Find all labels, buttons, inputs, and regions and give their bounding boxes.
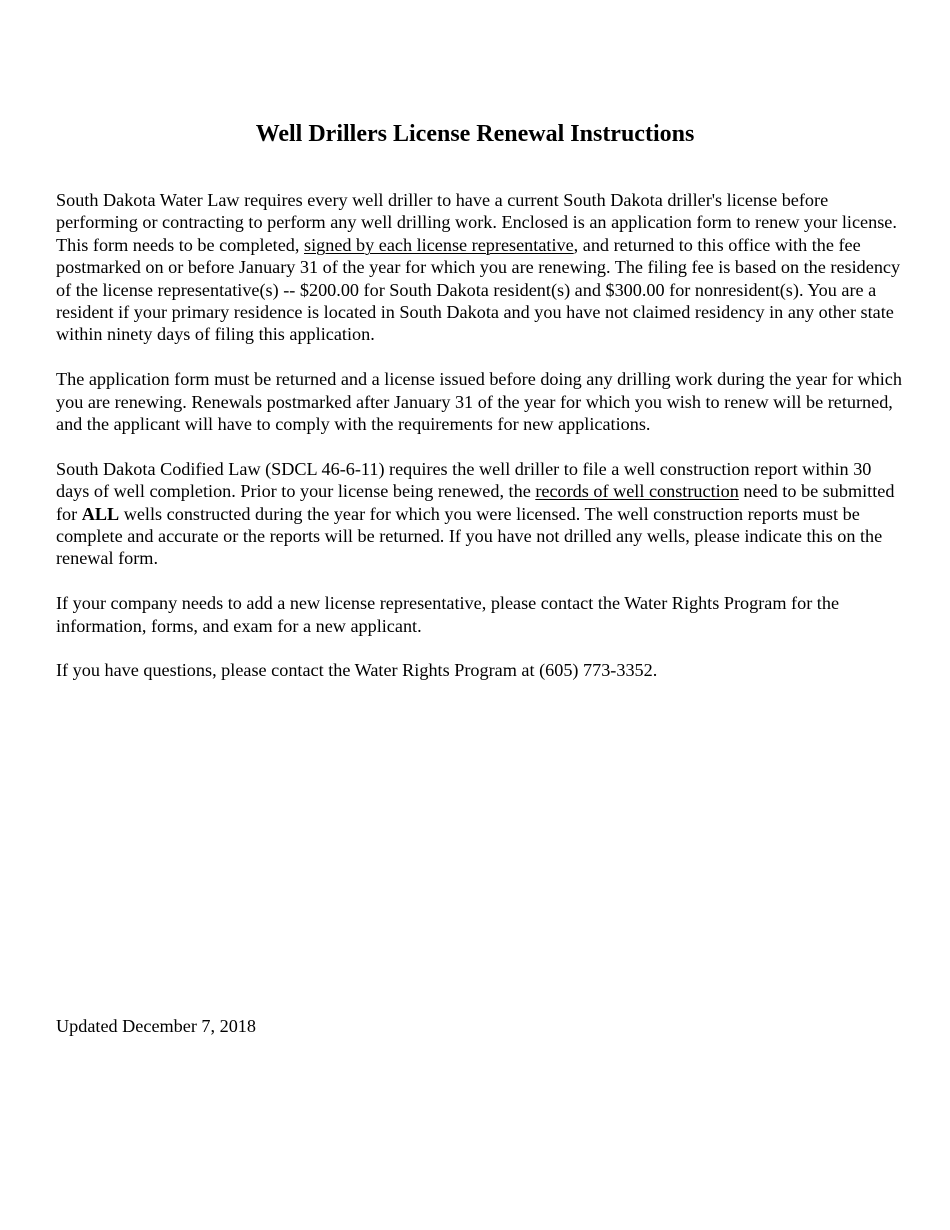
paragraph-application-return: The application form must be returned and a license issued before doing any drilling work during the year for which you are renewing. Renewals postmarked after January 31 of the year for which you wish to renew will be returned, and the applicant will have to comply with the requirements for new applications.	[56, 369, 902, 435]
paragraph-text: South Dakota Water Law requires every well driller to have a current South Dakota driller's license before performing or contracting to perform any well drilling work. Enclosed is an application form to renew your license. This form needs to be completed,	[56, 190, 897, 255]
underlined-text-records-of-well-construction: records of well construction	[535, 481, 739, 502]
paragraph-contact-info: If you have questions, please contact the Water Rights Program at (605) 773-3352.	[56, 660, 658, 681]
paragraph-text: wells constructed during the year for which you were licensed. The well construction reports must be complete and accurate or the reports will be returned. If you have not drilled any wells, please indicate this on the renewal form.	[56, 503, 883, 569]
underlined-text-signed-by-representative: signed by each license representative	[304, 234, 574, 255]
paragraph-new-representative: If your company needs to add a new license representative, please contact the Water Rights Program for the information, forms, and exam for a new applicant.	[56, 593, 840, 636]
bold-text-all: ALL	[81, 503, 120, 524]
document-title: Well Drillers License Renewal Instructions	[255, 121, 695, 147]
paragraph-text: need to be submitted for	[56, 481, 895, 524]
paragraph-license-requirement	[56, 189, 902, 346]
paragraph-text: , and returned to this office with the fee postmarked on or before January 31 of the year for which you are renewing. The filing fee is based on the residency of the license representative(s) -- $200.00 for South Dakota resident(s) and $300.00 for nonresident(s). You are a resident if your primary residence is located in South Dakota and you have not claimed residency in any other state within ninety days of filing this application.	[56, 234, 901, 345]
paragraph-construction-reports	[56, 458, 902, 570]
document-body	[56, 189, 902, 704]
updated-date: Updated December 7, 2018	[56, 1016, 256, 1036]
paragraph-text: South Dakota Codified Law (SDCL 46-6-11) requires the well driller to file a well construction report within 30 days of well completion. Prior to your license being renewed, the	[56, 458, 872, 502]
